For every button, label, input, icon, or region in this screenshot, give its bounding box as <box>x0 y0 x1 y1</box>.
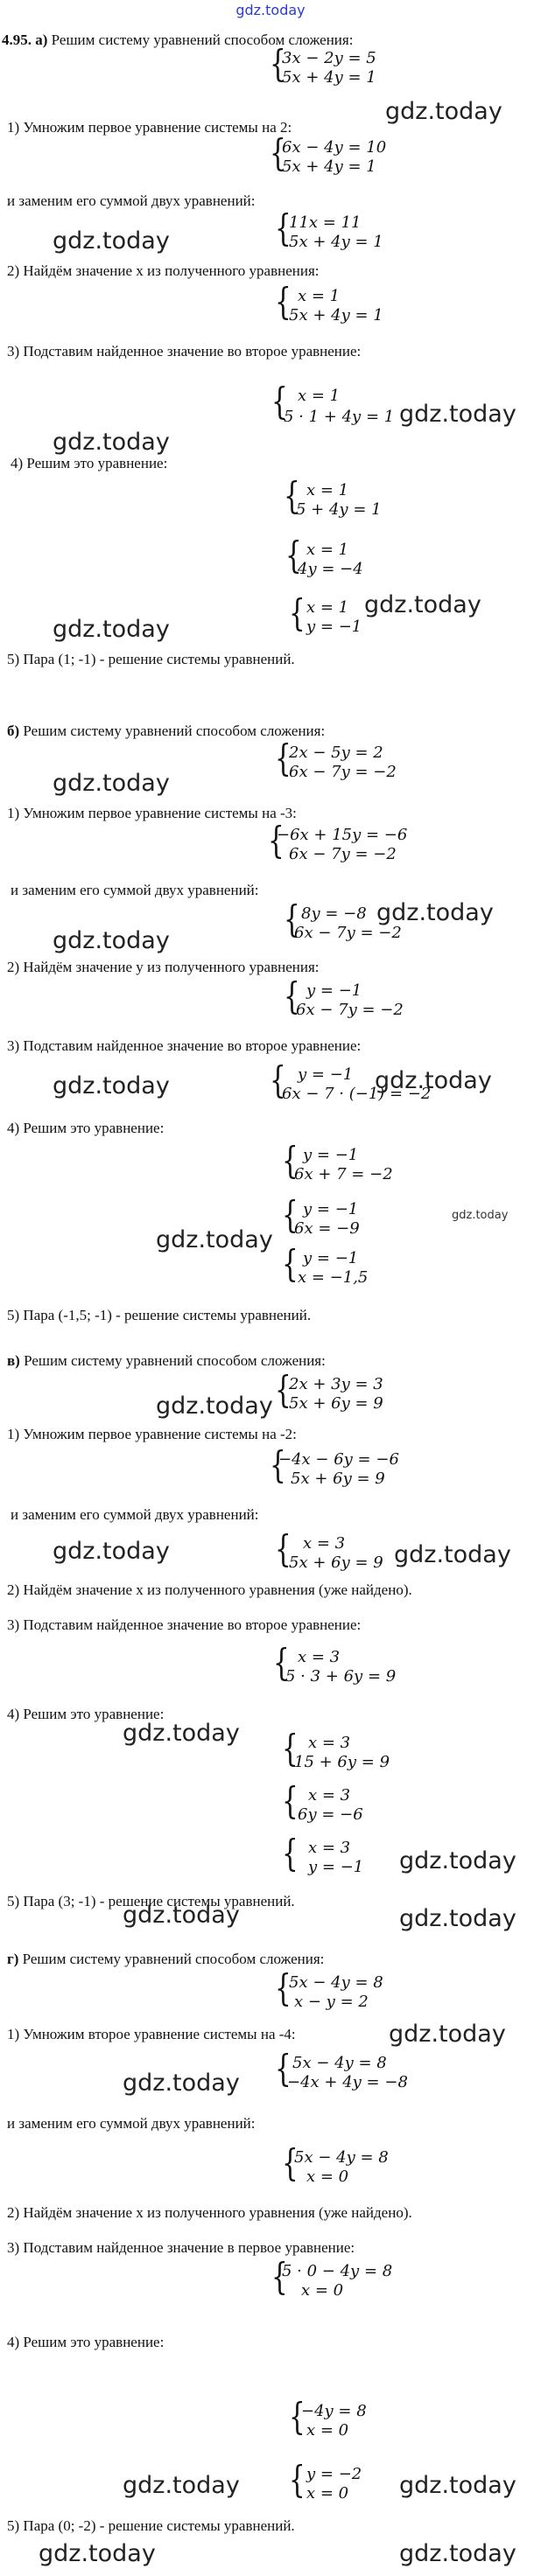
step-d1b: и заменим его суммой двух уравнений: <box>7 2115 256 2132</box>
watermark: gdz.today <box>53 770 170 797</box>
watermark: gdz.today <box>53 927 170 954</box>
watermark: gdz.today <box>123 1902 240 1929</box>
step-c3: 3) Подставим найденное значение во второе уравнение: <box>7 1616 362 1633</box>
step-a3: 3) Подставим найденное значение во второе уравнение: <box>7 343 362 360</box>
part-letter-a: а) <box>35 31 48 48</box>
watermark: gdz.today <box>123 2472 240 2499</box>
watermark: gdz.today <box>123 2070 240 2097</box>
part-letter-b: б) <box>7 723 20 739</box>
part-d-header: г) Решим систему уравнений способом сложения: <box>7 1951 325 1967</box>
step-a1: 1) Умножим первое уравнение системы на 2: <box>7 119 292 136</box>
watermark: gdz.today <box>394 1541 511 1568</box>
watermark: gdz.today <box>53 1072 170 1100</box>
watermark: gdz.today <box>399 401 516 428</box>
answer-c: 5) Пара (3; -1) - решение системы уравнений. <box>7 1893 295 1909</box>
watermark-small: gdz.today <box>452 1209 509 1222</box>
watermark: gdz.today <box>385 98 502 125</box>
part-b-header: б) Решим систему уравнений способом сложения: <box>7 723 326 739</box>
watermark: gdz.today <box>375 1067 492 1094</box>
watermark: gdz.today <box>399 1847 516 1874</box>
step-d3: 3) Подставим найденное значение в первое уравнение: <box>7 2239 355 2256</box>
watermark: gdz.today <box>123 1720 240 1747</box>
watermark: gdz.today <box>53 227 170 255</box>
watermark: gdz.today <box>364 591 481 618</box>
step-b4: 4) Решим это уравнение: <box>7 1120 165 1136</box>
watermark-top: gdz.today <box>235 2 306 18</box>
part-letter-c: в) <box>7 1352 20 1369</box>
watermark: gdz.today <box>399 2540 516 2567</box>
watermark: gdz.today <box>53 616 170 643</box>
step-d2: 2) Найдём значение x из полученного уравнения (уже найдено). <box>7 2204 412 2221</box>
watermark: gdz.today <box>376 899 494 926</box>
answer-a: 5) Пара (1; -1) - решение системы уравнений. <box>7 651 295 667</box>
watermark: gdz.today <box>156 1393 273 1420</box>
part-letter-d: г) <box>7 1951 19 1967</box>
step-b3: 3) Подставим найденное значение во второе уравнение: <box>7 1037 362 1054</box>
step-a2: 2) Найдём значение x из полученного уравнения: <box>7 262 320 279</box>
watermark: gdz.today <box>53 429 170 456</box>
answer-b: 5) Пара (-1,5; -1) - решение системы уравнений. <box>7 1307 312 1323</box>
solution-page: gdz.today 4.95. а) Решим систему уравнений способом сложения: { 3x − 2y = 5 5x + 4y = 1 gdz.today 1) Умножим первое уравнение системы на 2: { 6x − 4y = 10 5x + 4y = 1 и заменим его суммой двух уравнений: { 11x = 11 5x + 4y = 1 gdz.today 2) Найдём значение x из полученного уравнения: { x = 1 5x + 4y = 1 3) Подставим найденное значение во второе уравнение: { x = 1 5 · 1 + 4y = 1 gdz.today gdz.today 4) Решим это уравнение: { x = 1 5 + 4y = 1 { x = 1 4y = −4 { x = 1 y = −1 gdz.today gdz.today 5) Пара (1; -1) - решение системы уравнений. б) Решим систему уравнений способом сложения: { 2x − 5y = 2 6x − 7y = −2 gdz.today 1) Умножим первое уравнение системы на -3: { −6x + 15y = −6 6x − 7y = −2 и заменим его суммой двух уравнений: { 8y = −8 6x − 7y = −2 gdz.today gdz.today 2) Найдём значение y из полученного уравнения: { y = −1 6x − 7y = −2 3) Подставим найденное значение во второе уравнение: { y = −1 6x − 7 · (−1) = −2 gdz.today gdz.today 4) Решим это уравнение: { y = −1 6x + 7 = −2 { y = −1 6x = −9 gdz.today gdz.today { y = −1 x = −1,5 5) Пара (-1,5; -1) - решение системы уравнений. в) Решим систему уравнений способом сложения: { 2x + 3y = 3 5x + 6y = 9 gdz.today 1) Умножим первое уравнение системы на -2: { −4x − 6y = −6 5x + 6y = 9 и заменим его суммой двух уравнений: { x = 3 5x + 6y = 9 gdz.today gdz.today 2) Найдём значение x из полученного уравнения (уже найдено). 3) Подставим найденное значение во второе уравнение: { x = 3 5 · 3 + 6y = 9 4) Решим это уравнение: gdz.today { x = 3 15 + 6y = 9 { x = 3 6y = −6 { x = 3 y = −1 gdz.today 5) Пара (3; -1) - решение системы уравнений. gdz.today gdz.today г) Решим систему уравнений способом сложения: { 5x − 4y = 8 x − y = 2 1) Умножим второе уравнение системы на -4: gdz.today gdz.today { 5x − 4y = 8 −4x + 4y = −8 и заменим его суммой двух уравнений: { 5x − 4y = 8 x = 0 2) Найдём значение x из полученного уравнения (уже найдено). 3) Подставим найденное значение в первое уравнение: { 5 · 0 − 4y = 8 x = 0 4) Решим это уравнение: { −4y = 8 x = 0 { y = −2 x = 0 gdz.today gdz.today 5) Пара (0; -2) - решение системы уравнений. gdz.today gdz.today <box>0 0 541 2576</box>
step-a4: 4) Решим это уравнение: <box>11 455 168 471</box>
answer-d: 5) Пара (0; -2) - решение системы уравнений. <box>7 2517 295 2534</box>
step-c2: 2) Найдём значение x из полученного уравнения (уже найдено). <box>7 1581 412 1598</box>
watermark: gdz.today <box>53 1538 170 1565</box>
step-d1: 1) Умножим второе уравнение системы на -4: <box>7 2026 296 2042</box>
step-b1: 1) Умножим первое уравнение системы на -3: <box>7 805 297 821</box>
step-c1b: и заменим его суммой двух уравнений: <box>11 1506 259 1523</box>
step-c4: 4) Решим это уравнение: <box>7 1706 165 1722</box>
problem-number: 4.95. <box>2 31 32 48</box>
step-b1b: и заменим его суммой двух уравнений: <box>11 882 259 898</box>
step-b2: 2) Найдём значение y из полученного уравнения: <box>7 959 320 975</box>
problem-header <box>2 31 353 49</box>
step-a1b: и заменим его суммой двух уравнений: <box>7 192 256 209</box>
watermark: gdz.today <box>399 1905 516 1932</box>
step-d4: 4) Решим это уравнение: <box>7 2334 165 2350</box>
watermark: gdz.today <box>389 2021 506 2048</box>
part-a-intro: Решим систему уравнений способом сложения: <box>51 31 354 48</box>
step-c1: 1) Умножим первое уравнение системы на -2: <box>7 1426 297 1442</box>
watermark: gdz.today <box>156 1226 273 1253</box>
watermark: gdz.today <box>39 2540 156 2567</box>
watermark: gdz.today <box>399 2472 516 2499</box>
part-c-header: в) Решим систему уравнений способом сложения: <box>7 1352 326 1369</box>
